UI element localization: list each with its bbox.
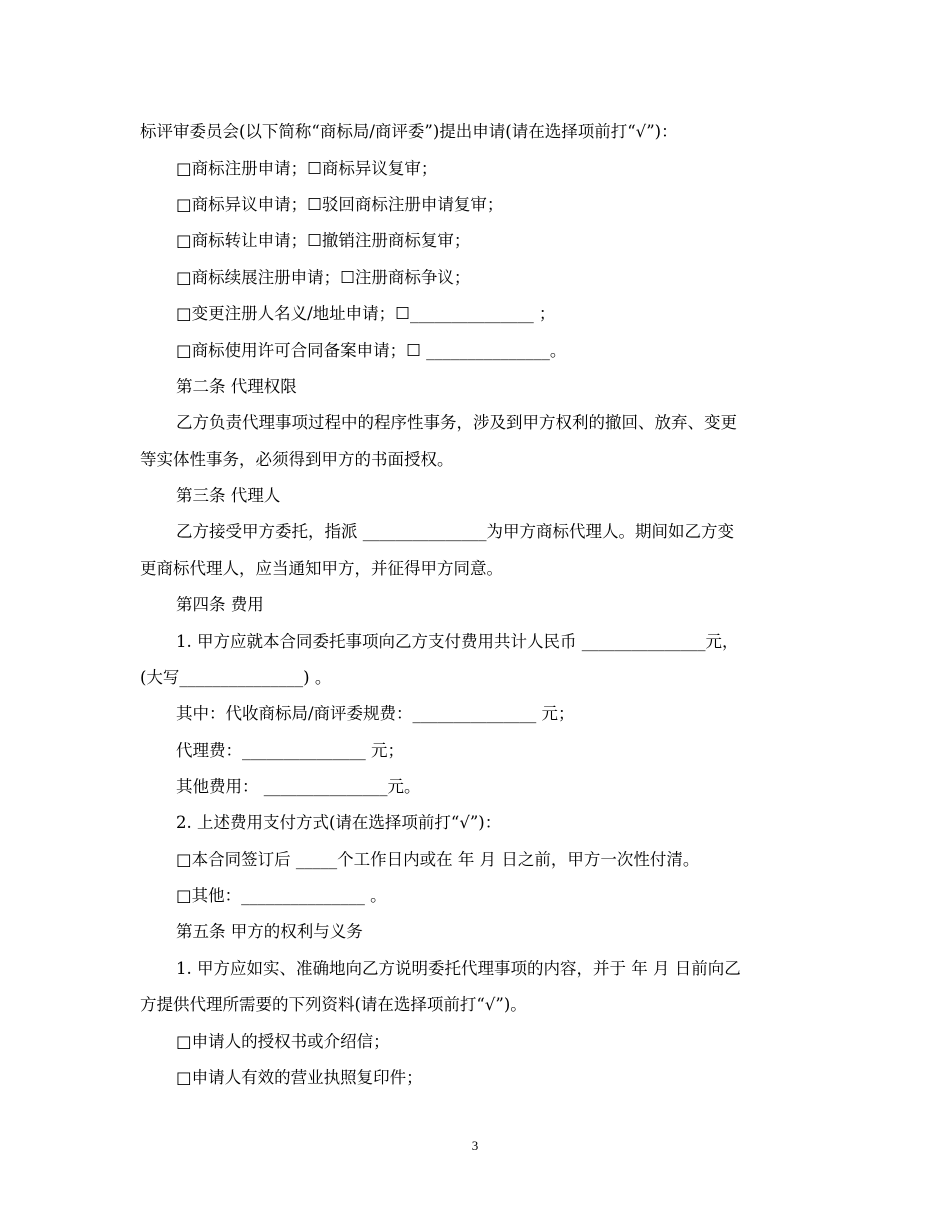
checkbox-option-line: □本合同签订后 _____个工作日内或在 年 月 日之前，甲方一次性付清。 (176, 850, 700, 869)
paragraph-line: 乙方接受甲方委托，指派 _______________为甲方商标代理人。期间如乙方变 (176, 522, 734, 541)
checkbox-option-line: □申请人的授权书或介绍信； (176, 1032, 390, 1051)
page-number: 3 (471, 1138, 479, 1153)
checkbox-option-line: □商标注册申请；☐商标异议复审； (176, 159, 438, 178)
paragraph-continuation: 标评审委员会(以下简称“商标局/商评委”)提出申请(请在选择项前打“√”)： (140, 122, 678, 141)
paragraph-line: 更商标代理人，应当通知甲方，并征得甲方同意。 (140, 559, 503, 578)
paragraph-line: 方提供代理所需要的下列资料(请在选择项前打“√”)。 (140, 995, 527, 1014)
paragraph-line: 乙方负责代理事项过程中的程序性事务，涉及到甲方权利的撤回、放弃、变更 (176, 413, 737, 432)
fee-line: 其中：代收商标局/商评委规费：_______________ 元； (176, 704, 575, 723)
checkbox-option-line: □申请人有效的营业执照复印件； (176, 1068, 423, 1087)
checkbox-option-line: □商标续展注册申请；☐注册商标争议； (176, 268, 471, 287)
section-heading-5: 第五条 甲方的权利与义务 (176, 922, 363, 941)
paragraph-line: 1. 甲方应如实、准确地向乙方说明委托代理事项的内容，并于 年 月 日前向乙 (176, 959, 741, 978)
paragraph-line: 1. 甲方应就本合同委托事项向乙方支付费用共计人民币 _______________元， (176, 632, 739, 651)
checkbox-option-line: □商标转让申请；☐撤销注册商标复审； (176, 231, 471, 250)
paragraph-line: 2. 上述费用支付方式(请在选择项前打“√”)： (176, 813, 502, 832)
fee-line: 其他费用： _______________元。 (176, 777, 421, 796)
fee-line: 代理费：_______________ 元； (176, 741, 404, 760)
checkbox-option-line: □其他：_______________ 。 (176, 886, 387, 905)
checkbox-option-line: □变更注册人名义/地址申请；☐_______________ ； (176, 304, 556, 323)
checkbox-option-line: □商标异议申请；☐驳回商标注册申请复审； (176, 195, 504, 214)
checkbox-option-line: □商标使用许可合同备案申请；☐ _______________。 (176, 341, 567, 360)
section-heading-2: 第二条 代理权限 (176, 377, 297, 396)
section-heading-4: 第四条 费用 (176, 595, 264, 614)
paragraph-line: (大写_______________) 。 (140, 668, 332, 687)
paragraph-line: 等实体性事务，必须得到甲方的书面授权。 (140, 450, 454, 469)
section-heading-3: 第三条 代理人 (176, 486, 281, 505)
